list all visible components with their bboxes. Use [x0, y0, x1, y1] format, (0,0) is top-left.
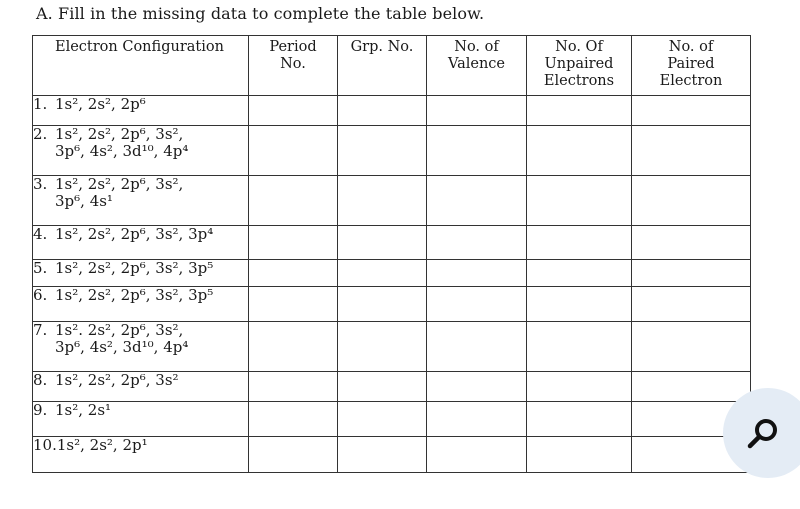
config-cell: 7. 1s². 2s², 2p⁶, 3s², 3p⁶, 4s², 3d¹⁰, 4p⁴	[33, 322, 249, 372]
paired-cell[interactable]	[632, 226, 751, 260]
table-row	[33, 96, 751, 126]
unpaired-cell[interactable]	[527, 402, 632, 437]
valence-cell[interactable]	[427, 226, 527, 260]
config-cell: 1. 1s², 2s², 2p⁶	[33, 96, 249, 126]
table-row	[33, 402, 751, 437]
table-row	[33, 287, 751, 322]
config-cell: 10.1s², 2s², 2p¹	[33, 437, 249, 473]
group-cell[interactable]	[338, 126, 427, 176]
valence-cell[interactable]	[427, 322, 527, 372]
header-no-of-valence: No. of Valence	[427, 36, 527, 96]
header-period-no: Period No.	[249, 36, 338, 96]
period-cell[interactable]	[249, 226, 338, 260]
worksheet-table	[32, 35, 751, 473]
period-cell[interactable]	[249, 287, 338, 322]
table-row	[33, 437, 751, 473]
group-cell[interactable]	[338, 372, 427, 402]
unpaired-cell[interactable]	[527, 372, 632, 402]
paired-cell[interactable]	[632, 372, 751, 402]
config-cell: 2. 1s², 2s², 2p⁶, 3s², 3p⁶, 4s², 3d¹⁰, 4p⁴	[33, 126, 249, 176]
valence-cell[interactable]	[427, 126, 527, 176]
unpaired-cell[interactable]	[527, 437, 632, 473]
config-cell: 8. 1s², 2s², 2p⁶, 3s²	[33, 372, 249, 402]
group-cell[interactable]	[338, 96, 427, 126]
valence-cell[interactable]	[427, 287, 527, 322]
table-row	[33, 372, 751, 402]
paired-cell[interactable]	[632, 322, 751, 372]
valence-cell[interactable]	[427, 176, 527, 226]
group-cell[interactable]	[338, 322, 427, 372]
table-row	[33, 226, 751, 260]
unpaired-cell[interactable]	[527, 226, 632, 260]
header-row	[33, 36, 751, 96]
unpaired-cell[interactable]	[527, 287, 632, 322]
unpaired-cell[interactable]	[527, 176, 632, 226]
paired-cell[interactable]	[632, 96, 751, 126]
period-cell[interactable]	[249, 402, 338, 437]
unpaired-cell[interactable]	[527, 126, 632, 176]
period-cell[interactable]	[249, 96, 338, 126]
group-cell[interactable]	[338, 402, 427, 437]
period-cell[interactable]	[249, 372, 338, 402]
config-cell: 4. 1s², 2s², 2p⁶, 3s², 3p⁴	[33, 226, 249, 260]
paired-cell[interactable]	[632, 287, 751, 322]
table-row	[33, 322, 751, 372]
table-row	[33, 176, 751, 226]
group-cell[interactable]	[338, 260, 427, 287]
instruction-text: A. Fill in the missing data to complete the table below.	[36, 4, 485, 23]
valence-cell[interactable]	[427, 260, 527, 287]
period-cell[interactable]	[249, 322, 338, 372]
valence-cell[interactable]	[427, 96, 527, 126]
valence-cell[interactable]	[427, 372, 527, 402]
paired-cell[interactable]	[632, 176, 751, 226]
unpaired-cell[interactable]	[527, 96, 632, 126]
valence-cell[interactable]	[427, 437, 527, 473]
search-icon	[745, 416, 781, 452]
paired-cell[interactable]	[632, 260, 751, 287]
unpaired-cell[interactable]	[527, 260, 632, 287]
period-cell[interactable]	[249, 437, 338, 473]
valence-cell[interactable]	[427, 402, 527, 437]
period-cell[interactable]	[249, 176, 338, 226]
header-unpaired-electrons: No. Of Unpaired Electrons	[527, 36, 632, 96]
config-cell: 5. 1s², 2s², 2p⁶, 3s², 3p⁵	[33, 260, 249, 287]
group-cell[interactable]	[338, 287, 427, 322]
unpaired-cell[interactable]	[527, 322, 632, 372]
paired-cell[interactable]	[632, 126, 751, 176]
group-cell[interactable]	[338, 437, 427, 473]
config-cell: 9. 1s², 2s¹	[33, 402, 249, 437]
header-group-no: Grp. No.	[338, 36, 427, 96]
period-cell[interactable]	[249, 260, 338, 287]
header-paired-electron: No. of Paired Electron	[632, 36, 751, 96]
group-cell[interactable]	[338, 176, 427, 226]
group-cell[interactable]	[338, 226, 427, 260]
table-row	[33, 260, 751, 287]
table-row	[33, 126, 751, 176]
period-cell[interactable]	[249, 126, 338, 176]
config-cell: 3. 1s², 2s², 2p⁶, 3s², 3p⁶, 4s¹	[33, 176, 249, 226]
header-electron-configuration: Electron Configuration	[33, 36, 249, 96]
config-cell: 6. 1s², 2s², 2p⁶, 3s², 3p⁵	[33, 287, 249, 322]
